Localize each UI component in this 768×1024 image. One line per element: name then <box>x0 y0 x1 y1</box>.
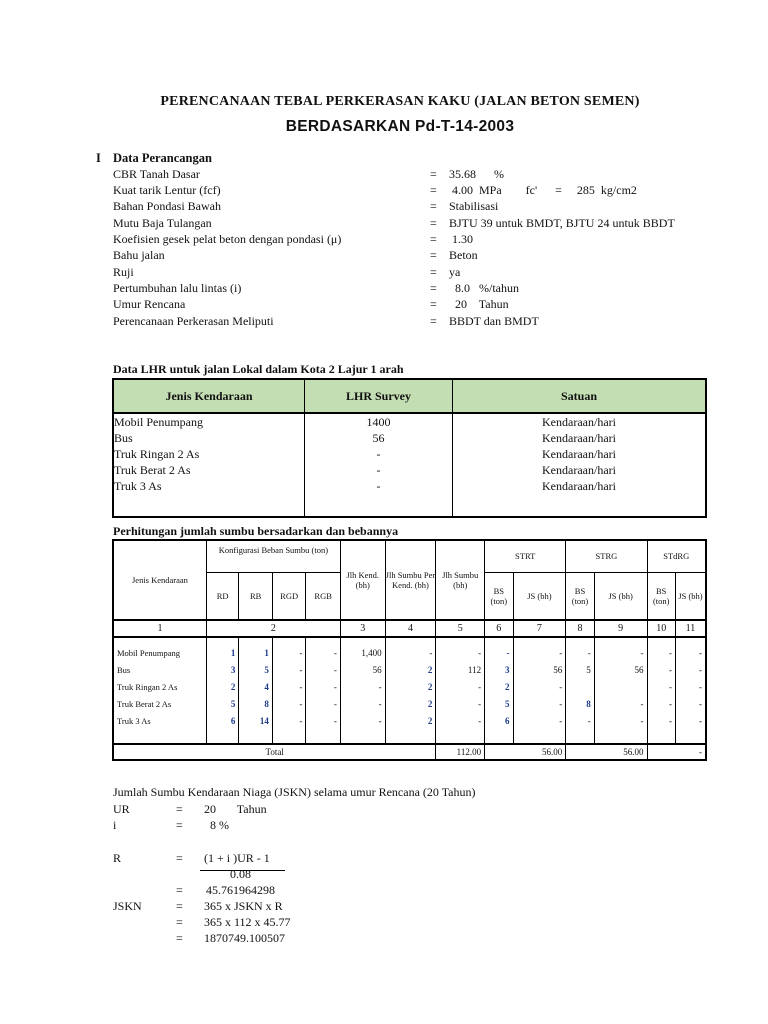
cell-rgd: - <box>272 712 306 729</box>
table-cell: - <box>305 462 453 478</box>
cell-bs: - <box>647 712 675 729</box>
cell-bs: - <box>647 644 675 661</box>
cell-bs: - <box>647 678 675 695</box>
lhr-table <box>112 378 707 518</box>
header-jlh-sumbu-per: Jlh Sumbu Per Kend. (bh) <box>385 540 436 620</box>
col-number: 6 <box>485 620 513 637</box>
document-title: PERENCANAAN TEBAL PERKERASAN KAKU (JALAN BETON SEMEN) <box>160 94 640 109</box>
total-js-strt: 56.00 <box>485 744 566 760</box>
design-value: 8.0 %/tahun <box>449 281 519 295</box>
header-konfig: Konfigurasi Beban Sumbu (ton) <box>206 540 340 572</box>
table-row <box>113 446 706 462</box>
r-numerator: (1 + i )UR - 1 <box>204 851 270 865</box>
cell-sumbu: - <box>436 678 485 695</box>
cell-js <box>594 678 647 695</box>
design-label: Kuat tarik Lentur (fcf) <box>113 183 221 197</box>
cell-bs: - <box>647 661 675 678</box>
cell-bs: 5 <box>485 695 513 712</box>
design-eq: = <box>430 314 437 328</box>
table-row <box>113 695 706 712</box>
header-rb: RB <box>239 572 273 620</box>
cell-kend: - <box>340 712 385 729</box>
cell-rd: 6 <box>206 712 238 729</box>
jskn-substitution: 365 x 112 x 45.77 <box>204 915 291 929</box>
cell-rgb: - <box>306 678 341 695</box>
lhr-col-header: LHR Survey <box>305 379 453 413</box>
total-js-strg: 56.00 <box>566 744 647 760</box>
jskn-intro: Jumlah Sumbu Kendaraan Niaga (JSKN) selama umur Rencana (20 Tahun) <box>113 785 476 799</box>
jskn-formula: 365 x JSKN x R <box>204 899 283 913</box>
col-number: 4 <box>385 620 436 637</box>
design-label: Perencanaan Perkerasan Meliputi <box>113 314 274 328</box>
design-value: BJTU 39 untuk BMDT, BJTU 24 untuk BBDT <box>449 216 675 230</box>
design-value: 1.30 <box>449 232 473 246</box>
header-js: JS (bh) <box>594 572 647 620</box>
design-eq: = <box>430 167 437 181</box>
col-number: 11 <box>675 620 706 637</box>
ur-eq: = <box>176 802 183 816</box>
cell-bs: 5 <box>566 661 594 678</box>
r-denominator: 0.08 <box>230 867 251 881</box>
cell-rd: 1 <box>206 644 238 661</box>
design-eq: = <box>430 232 437 246</box>
lhr-col-header: Satuan <box>453 379 707 413</box>
table-row <box>113 462 706 478</box>
cell-per: 2 <box>385 661 436 678</box>
table-cell: - <box>305 446 453 462</box>
header-js: JS (bh) <box>675 572 706 620</box>
design-label: Bahan Pondasi Bawah <box>113 199 221 213</box>
design-label: Bahu jalan <box>113 248 165 262</box>
jskn-eq3: = <box>176 931 183 945</box>
header-strt: STRT <box>485 540 566 572</box>
cell-rd: 3 <box>206 661 238 678</box>
cell-rb: 8 <box>239 695 273 712</box>
col-number: 7 <box>513 620 566 637</box>
cell-rgd: - <box>272 695 306 712</box>
cell-bs: 3 <box>485 661 513 678</box>
design-value: Beton <box>449 248 478 262</box>
i-label: i <box>113 818 117 832</box>
jskn-eq2: = <box>176 915 183 929</box>
column-number-row <box>113 620 706 637</box>
document-subtitle: BERDASARKAN Pd-T-14-2003 <box>285 118 515 135</box>
cell-per: - <box>385 644 436 661</box>
cell-bs <box>566 678 594 695</box>
table-cell: - <box>305 478 453 494</box>
header-rd: RD <box>206 572 238 620</box>
cell-js: - <box>675 678 706 695</box>
cell-js: - <box>513 695 566 712</box>
cell-bs: 6 <box>485 712 513 729</box>
design-value: BBDT dan BMDT <box>449 314 539 328</box>
design-value: 4.00 MPa fc' = 285 kg/cm2 <box>449 183 637 197</box>
col-number: 9 <box>594 620 647 637</box>
cell-js: 56 <box>594 661 647 678</box>
section-number: I <box>96 151 101 165</box>
design-eq: = <box>430 248 437 262</box>
cell-rgb: - <box>306 644 341 661</box>
i-eq: = <box>176 818 183 832</box>
vehicle-name: Bus <box>113 661 206 678</box>
cell-sumbu: 112 <box>436 661 485 678</box>
design-label: Mutu Baja Tulangan <box>113 216 212 230</box>
table-cell: Truk Berat 2 As <box>113 462 305 478</box>
cell-sumbu: - <box>436 695 485 712</box>
header-js: JS (bh) <box>513 572 566 620</box>
cell-rd: 5 <box>206 695 238 712</box>
cell-bs: - <box>566 712 594 729</box>
cell-bs: 2 <box>485 678 513 695</box>
cell-rgb: - <box>306 661 341 678</box>
table-cell: Kendaraan/hari <box>453 462 707 478</box>
design-eq: = <box>430 183 437 197</box>
col-number: 2 <box>206 620 340 637</box>
header-rgd: RGD <box>272 572 306 620</box>
cell-js: - <box>675 644 706 661</box>
lhr-header-row <box>113 379 706 413</box>
table-cell: 56 <box>305 430 453 446</box>
table-row <box>113 413 706 430</box>
axle-header-row <box>113 540 706 572</box>
table-row <box>113 661 706 678</box>
r-value: 45.761964298 <box>206 883 275 897</box>
table-row <box>113 712 706 729</box>
table-cell: Mobil Penumpang <box>113 413 305 430</box>
vehicle-name: Truk 3 As <box>113 712 206 729</box>
cell-bs: 8 <box>566 695 594 712</box>
design-eq: = <box>430 265 437 279</box>
table-cell: Kendaraan/hari <box>453 430 707 446</box>
design-value: 35.68 % <box>449 167 504 181</box>
table-row <box>113 478 706 494</box>
cell-js: - <box>513 678 566 695</box>
design-label: Pertumbuhan lalu lintas (i) <box>113 281 242 295</box>
cell-rd: 2 <box>206 678 238 695</box>
cell-js: - <box>513 644 566 661</box>
cell-bs: - <box>647 695 675 712</box>
cell-js: - <box>675 661 706 678</box>
cell-rgd: - <box>272 678 306 695</box>
total-js-stdrg: - <box>647 744 706 760</box>
header-bs: BS (ton) <box>485 572 513 620</box>
design-label: Ruji <box>113 265 134 279</box>
cell-rb: 14 <box>239 712 273 729</box>
i-value: 8 % <box>204 818 229 832</box>
col-number: 1 <box>113 620 206 637</box>
section-heading: Data Perancangan <box>113 151 212 165</box>
table-row <box>113 678 706 695</box>
col-number: 8 <box>566 620 594 637</box>
table-row <box>113 430 706 446</box>
table-cell: Kendaraan/hari <box>453 478 707 494</box>
design-label: CBR Tanah Dasar <box>113 167 200 181</box>
cell-js: - <box>675 712 706 729</box>
cell-rb: 1 <box>239 644 273 661</box>
vehicle-name: Truk Berat 2 As <box>113 695 206 712</box>
table-cell: 1400 <box>305 413 453 430</box>
cell-sumbu: - <box>436 644 485 661</box>
header-jenis: Jenis Kendaraan <box>113 540 206 620</box>
vehicle-name: Truk Ringan 2 As <box>113 678 206 695</box>
cell-js: 56 <box>513 661 566 678</box>
header-bs: BS (ton) <box>566 572 594 620</box>
table-cell: Truk Ringan 2 As <box>113 446 305 462</box>
header-bs: BS (ton) <box>647 572 675 620</box>
cell-per: 2 <box>385 712 436 729</box>
total-sumbu: 112.00 <box>436 744 485 760</box>
cell-sumbu: - <box>436 712 485 729</box>
cell-js: - <box>594 695 647 712</box>
table-row-spacer <box>113 494 706 517</box>
cell-per: 2 <box>385 678 436 695</box>
design-label: Umur Rencana <box>113 297 186 311</box>
cell-per: 2 <box>385 695 436 712</box>
cell-js: - <box>513 712 566 729</box>
vehicle-name: Mobil Penumpang <box>113 644 206 661</box>
ur-value: 20 Tahun <box>204 802 267 816</box>
col-number: 10 <box>647 620 675 637</box>
r-eq: = <box>176 851 183 865</box>
design-value: ya <box>449 265 461 279</box>
lhr-heading: Data LHR untuk jalan Lokal dalam Kota 2 Lajur 1 arah <box>113 362 404 376</box>
table-cell: Truk 3 As <box>113 478 305 494</box>
header-jlh-kend: Jlh Kend. (bh) <box>340 540 385 620</box>
axle-heading: Perhitungan jumlah sumbu bersadarkan dan bebannya <box>113 524 399 538</box>
table-row <box>113 644 706 661</box>
cell-bs: - <box>566 644 594 661</box>
table-cell: Kendaraan/hari <box>453 446 707 462</box>
cell-js: - <box>675 695 706 712</box>
axle-table <box>112 539 707 761</box>
cell-kend: - <box>340 695 385 712</box>
cell-kend: 56 <box>340 661 385 678</box>
r-eq2: = <box>176 883 183 897</box>
col-number: 5 <box>436 620 485 637</box>
jskn-label: JSKN <box>113 899 142 913</box>
header-stdrg: STdRG <box>647 540 706 572</box>
cell-js: - <box>594 644 647 661</box>
lhr-col-header: Jenis Kendaraan <box>113 379 305 413</box>
cell-kend: 1,400 <box>340 644 385 661</box>
cell-rb: 4 <box>239 678 273 695</box>
cell-bs: - <box>485 644 513 661</box>
cell-rgd: - <box>272 661 306 678</box>
design-value: Stabilisasi <box>449 199 499 213</box>
cell-rb: 5 <box>239 661 273 678</box>
design-eq: = <box>430 199 437 213</box>
design-eq: = <box>430 297 437 311</box>
cell-rgd: - <box>272 644 306 661</box>
table-cell: Bus <box>113 430 305 446</box>
jskn-result: 1870749.100507 <box>204 931 285 945</box>
ur-label: UR <box>113 802 130 816</box>
table-cell: Kendaraan/hari <box>453 413 707 430</box>
header-strg: STRG <box>566 540 647 572</box>
r-label: R <box>113 851 122 865</box>
cell-js: - <box>594 712 647 729</box>
design-label: Koefisien gesek pelat beton dengan pondasi (μ) <box>113 232 342 246</box>
design-value: 20 Tahun <box>449 297 509 311</box>
cell-rgb: - <box>306 712 341 729</box>
header-rgb: RGB <box>306 572 341 620</box>
header-jlh-sumbu: Jlh Sumbu (bh) <box>436 540 485 620</box>
design-eq: = <box>430 281 437 295</box>
cell-rgb: - <box>306 695 341 712</box>
total-label: Total <box>113 744 436 760</box>
col-number: 3 <box>340 620 385 637</box>
jskn-eq1: = <box>176 899 183 913</box>
design-eq: = <box>430 216 437 230</box>
total-row <box>113 744 706 760</box>
cell-kend: - <box>340 678 385 695</box>
